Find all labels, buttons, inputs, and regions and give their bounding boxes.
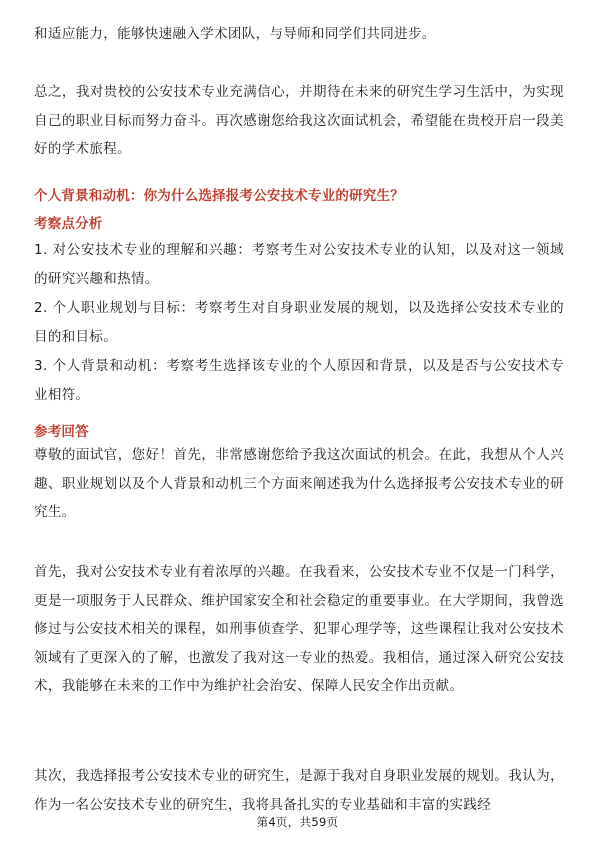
analysis-item-2: 2. 个人职业规划与目标：考察考生对自身职业发展的规划，以及选择公安技术专业的目的和目标。 bbox=[34, 300, 564, 345]
analysis-heading: 考察点分析 bbox=[34, 216, 103, 232]
question-title: 个人背景和动机：你为什么选择报考公安技术专业的研究生？ bbox=[34, 188, 404, 204]
answer-paragraph-3: 其次，我选择报考公安技术专业的研究生，是源于我对自身职业发展的规划。我认为，作为一名公安技术专业的研究生，我将具备扎实的专业基础和丰富的实践经 bbox=[34, 768, 564, 813]
analysis-item-1: 1. 对公安技术专业的理解和兴趣：考察考生对公安技术专业的认知，以及对这一领域的研究兴趣和热情。 bbox=[34, 242, 564, 287]
answer-heading: 参考回答 bbox=[34, 424, 89, 440]
conclusion-paragraph: 总之，我对贵校的公安技术专业充满信心，并期待在未来的研究生学习生活中，为实现自己的职业目标而努力奋斗。再次感谢您给我这次面试机会，希望能在贵校开启一段美好的学术旅程。 bbox=[34, 84, 564, 157]
answer-paragraph-1: 尊敬的面试官，您好！首先，非常感谢您给予我这次面试的机会。在此，我想从个人兴趣、职业规划以及个人背景和动机三个方面来阐述我为什么选择报考公安技术专业的研究生。 bbox=[34, 447, 564, 520]
answer-paragraph-2: 首先，我对公安技术专业有着浓厚的兴趣。在我看来，公安技术专业不仅是一门科学，更是一项服务于人民群众、维护国家安全和社会稳定的重要事业。在大学期间，我曾选修过与公安技术相关的课程，如刑事侦查学、犯罪心理学等，这些课程让我对公安技术领域有了更深入的了解，也激发了我对这一专业的热爱。我相信，通过深入研究公安技术，我能够在未来的工作中为维护社会治安、保障人民安全作出贡献。 bbox=[34, 564, 564, 694]
page-footer: 第4页，共59页 bbox=[256, 815, 339, 829]
analysis-item-3: 3. 个人背景和动机：考察考生选择该专业的个人原因和背景，以及是否与公安技术专业相符。 bbox=[34, 358, 564, 403]
intro-continuation-paragraph: 和适应能力，能够快速融入学术团队，与导师和同学们共同进步。 bbox=[34, 26, 436, 42]
